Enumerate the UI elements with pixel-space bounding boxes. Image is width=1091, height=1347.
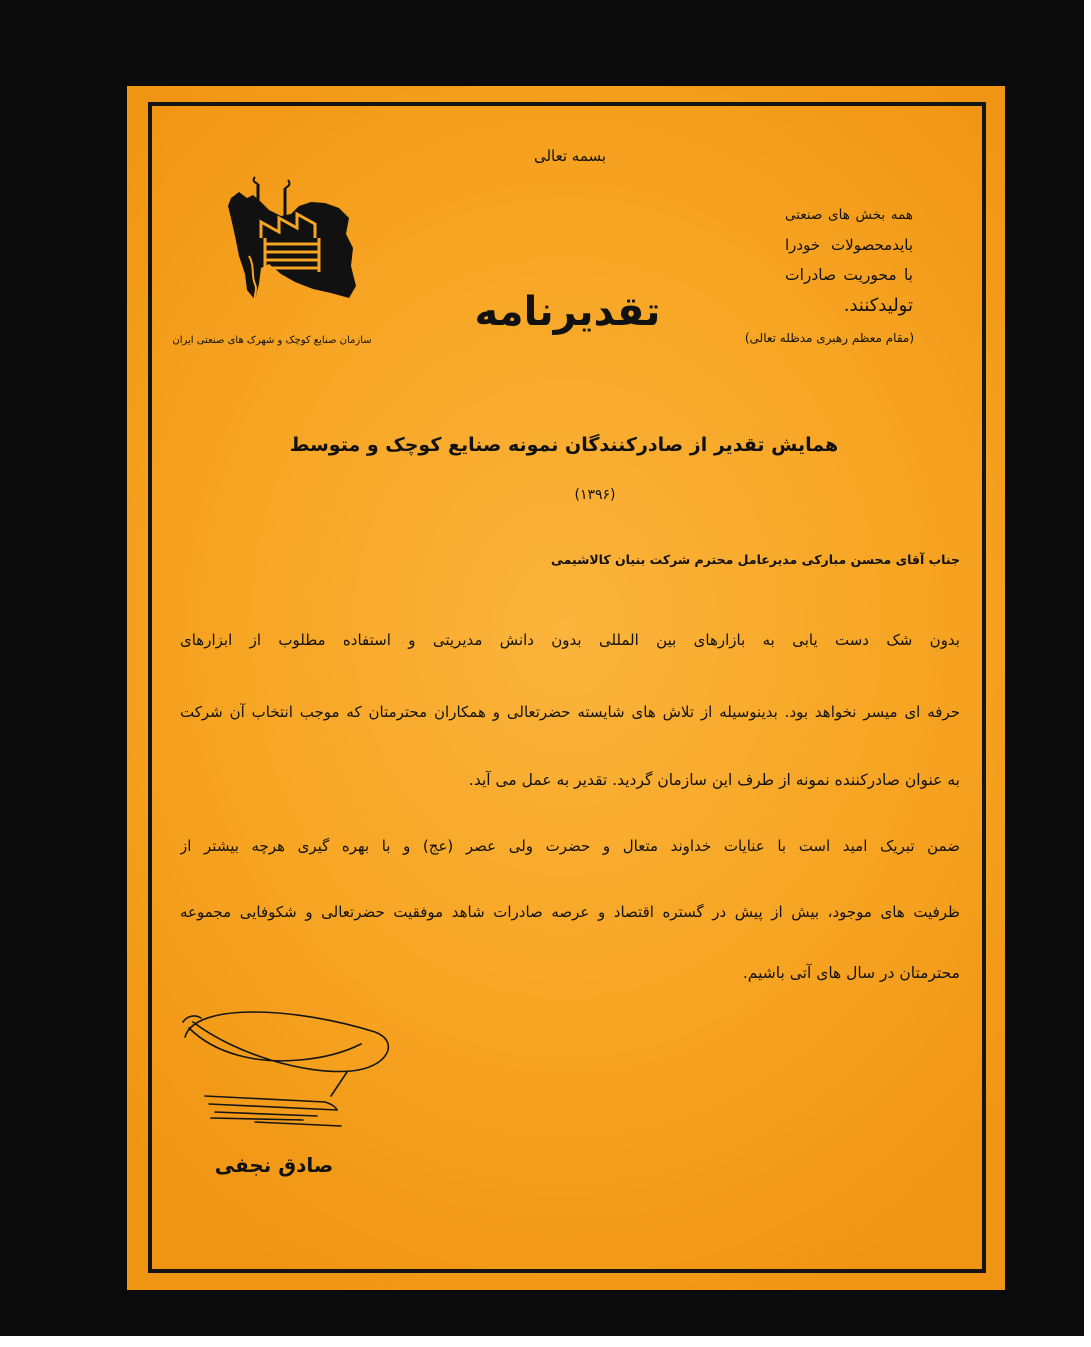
- signature-icon: [175, 992, 405, 1142]
- body-line: ظرفیت های موجود، بیش از پیش در گستره اقتصاد و عرصه صادرات شاهد موفقیت حضرتعالی و شکوفایی مجموعه: [180, 903, 960, 921]
- quote-line: تولیدکنند.: [843, 295, 913, 316]
- event-title: همایش تقدیر از صادرکنندگان نمونه صنایع کوچک و متوسط: [289, 434, 839, 456]
- body-line: محترمتان در سال های آتی باشیم.: [742, 964, 960, 982]
- body-line: حرفه ای میسر نخواهد بود. بدینوسیله از تلاش های شایسته حضرتعالی و همکاران محترمتان که موجب انتخاب آن شرکت: [180, 703, 960, 721]
- quote-line: همه بخش های صنعتی: [785, 207, 913, 223]
- certificate-title: تقدیرنامه: [474, 289, 661, 335]
- org-name: سازمان صنایع کوچک و شهرک های صنعتی ایران: [172, 335, 372, 346]
- quote-line: با محوریت صادرات: [785, 266, 913, 284]
- body-line: بدون شک دست یابی به بازارهای بین المللی بدون دانش مدیریتی و استفاده مطلوب از ابزارهای: [180, 631, 960, 649]
- body-line: ضمن تبریک امید است با عنایات خداوند متعال و حضرت ولی عصر (عج) و با بهره گیری هرچه بیشتر از: [180, 837, 960, 855]
- org-logo-icon: [225, 176, 360, 326]
- signer-name: صادق نجفی: [214, 1153, 334, 1177]
- event-year: (۱۳۹۶): [574, 487, 616, 503]
- quote-attribution: (مقام معظم رهبری مدظله تعالی): [744, 331, 914, 345]
- recipient-salutation: جناب آقای محسن مبارکی مدیرعامل محترم شرکت بنیان کالاشیمی: [550, 552, 960, 567]
- quote-line: بایدمحصولات خودرا: [785, 236, 913, 254]
- body-line: به عنوان صادرکننده نمونه از طرف این سازمان گردید. تقدیر به عمل می آید.: [468, 771, 960, 789]
- invocation-text: بسمه تعالی: [533, 147, 607, 165]
